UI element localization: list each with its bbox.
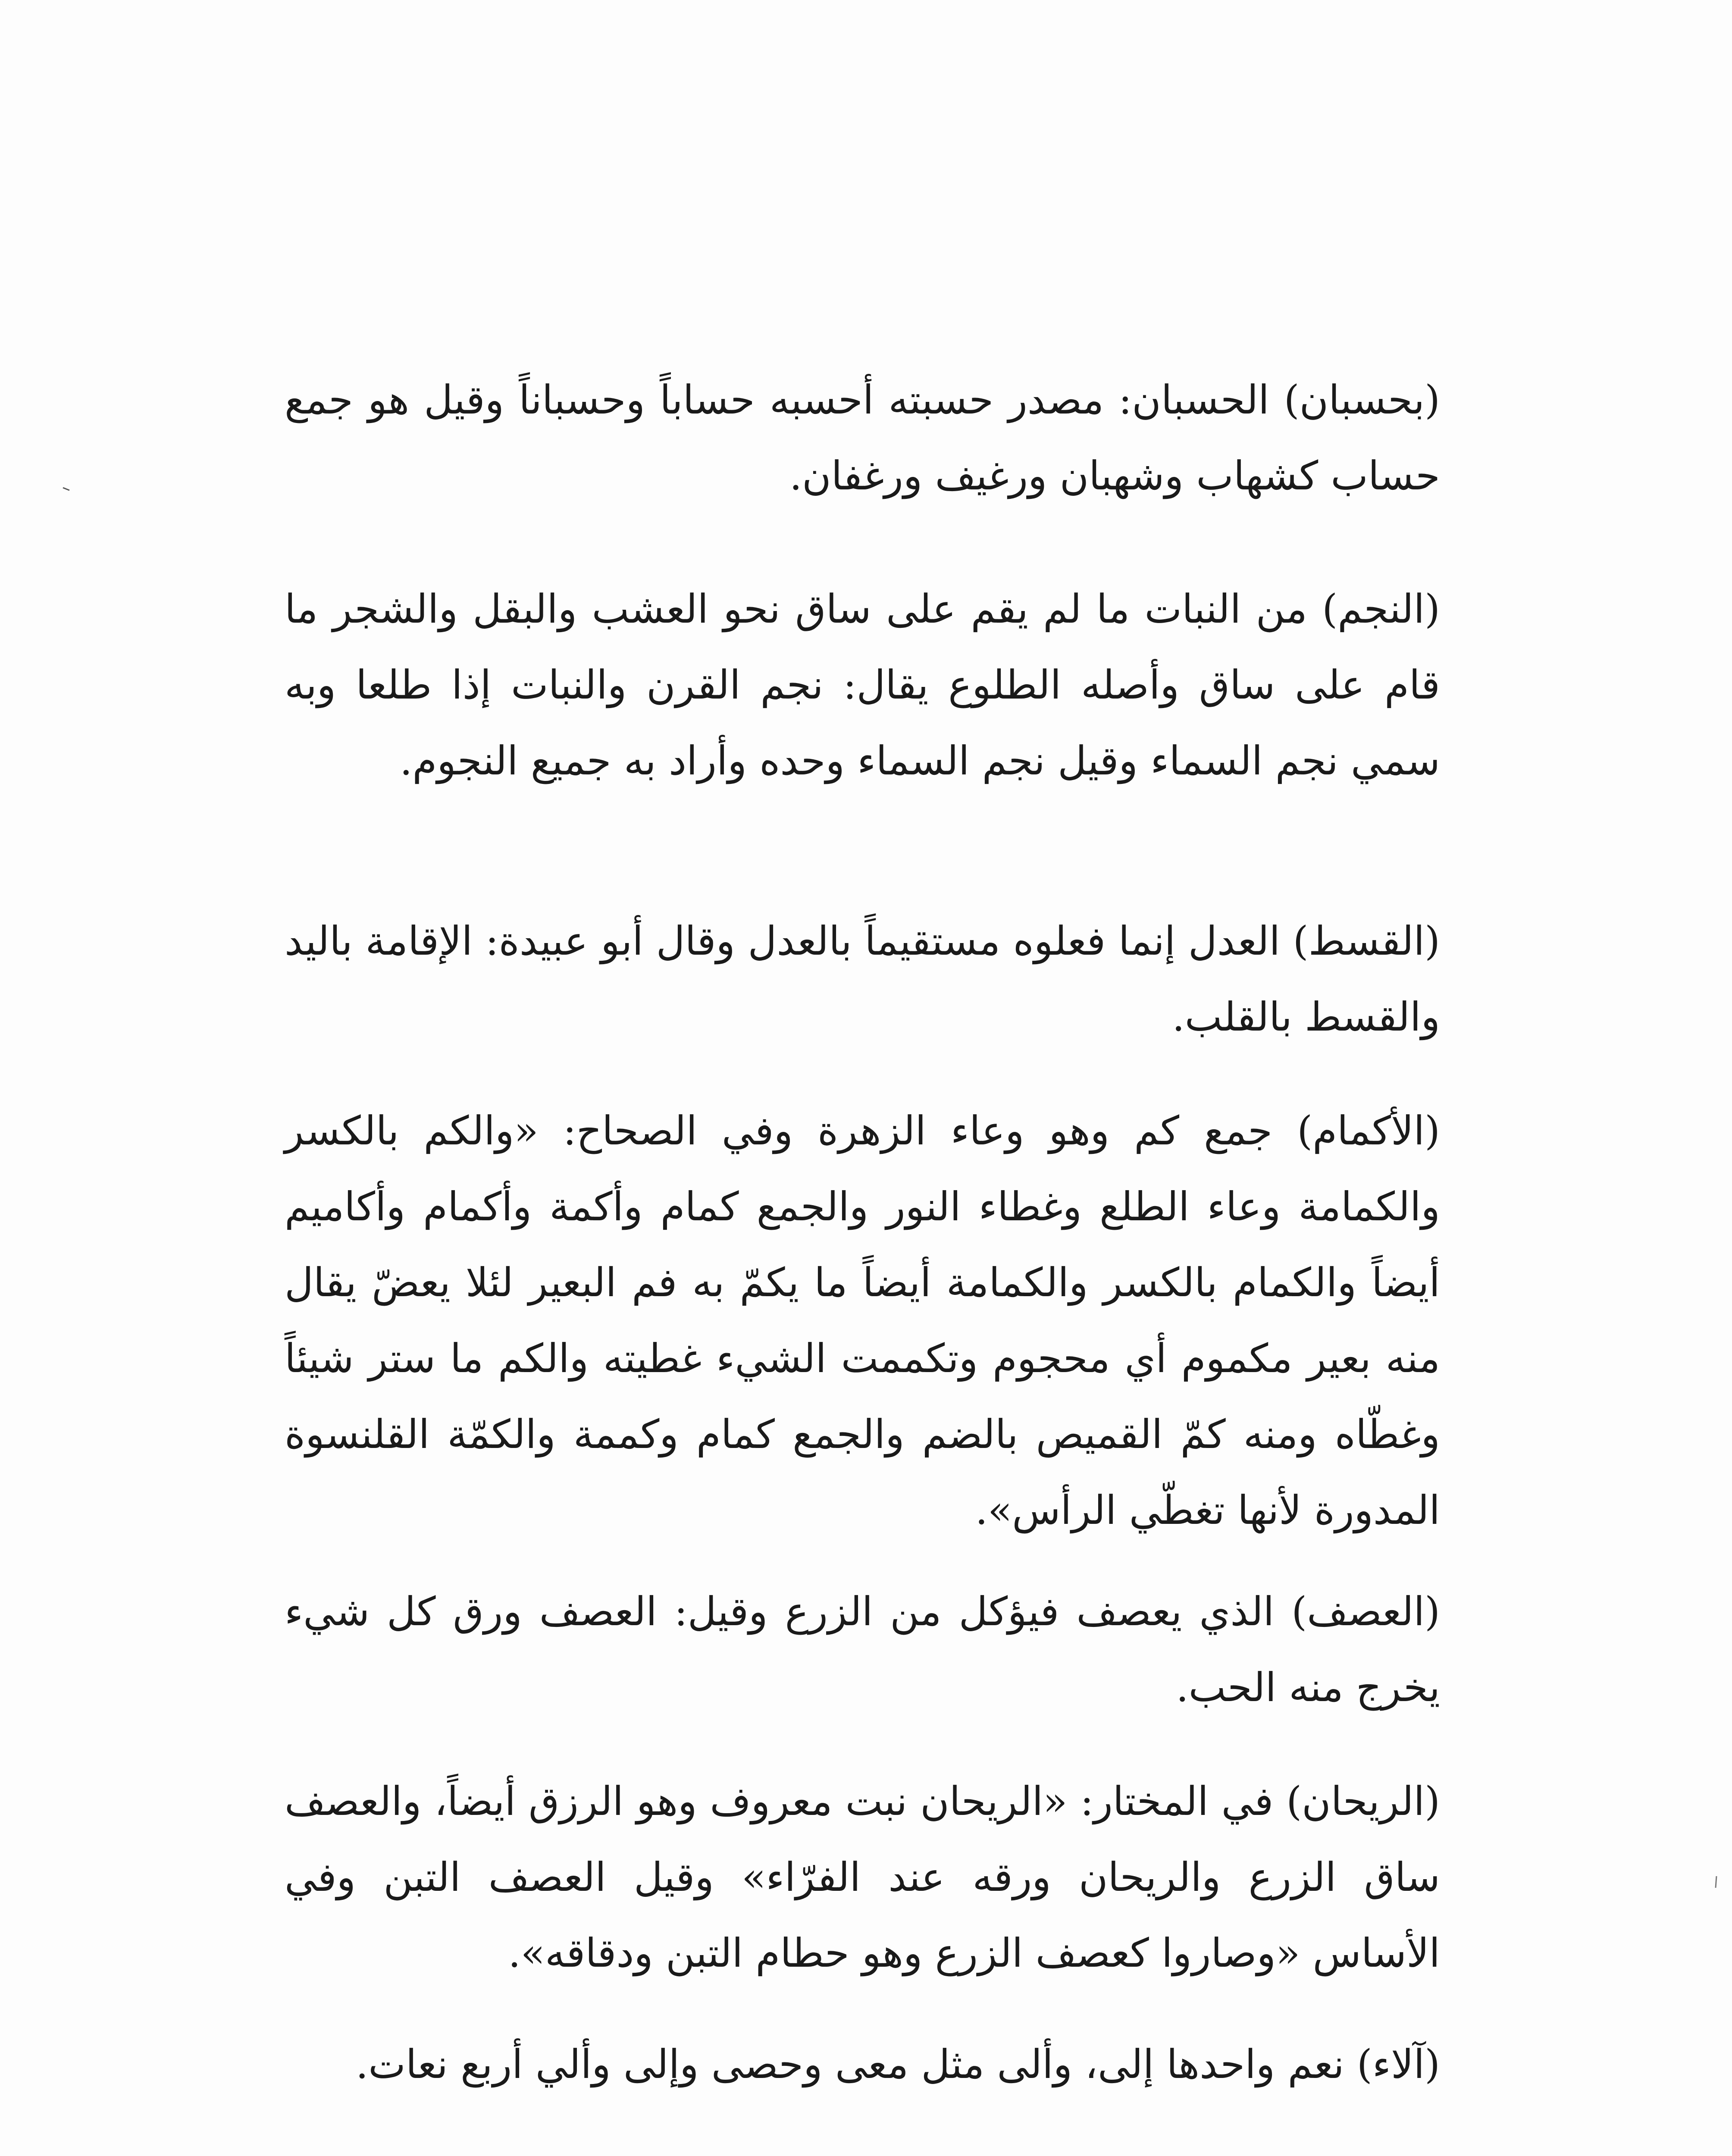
paragraph-alaa: (آلاء) نعم واحدها إلى، وألى مثل معى وحصى وإلى وألي أربع نعات. — [356, 2041, 1440, 2087]
paragraph-bihusban: (بحسبان) الحسبان: مصدر حسبته أحسبه حساباً وحسباناً وقيل هو جمع حساب كشهاب وشهبان ورغيف ورغفان. — [285, 377, 1440, 499]
paragraph-alrayhan: (الريحان) في المختار: «الريحان نبت معروف وهو الرزق أيضاً، والعصف ساق الزرع والريحان ورقه عند الفرّاء» وقيل العصف التبن وفي الأساس «وصاروا كعصف الزرع وهو حطام التبن ودقاقه». — [285, 1778, 1440, 1976]
paragraph-alnajm: (النجم) من النبات ما لم يقم على ساق نحو العشب والبقل والشجر ما قام على ساق وأصله الطلوع يقال: نجم القرن والنبات إذا طلعا وبه سمي نجم السماء وقيل نجم السماء وحده وأراد به جميع النجوم. — [285, 586, 1440, 784]
paragraph-alakmam: (الأكمام) جمع كم وهو وعاء الزهرة وفي الصحاح: «والكم بالكسر والكمامة وعاء الطلع وغطاء النور والجمع كمام وأكمة وأكمام وأكاميم أيضاً والكمام بالكسر والكمامة أيضاً ما يكمّ به فم البعير لئلا يعضّ يقال منه بعير مكموم أي محجوم وتكممت الشيء غطيته والكم ما ستر شيئاً وغطّاه ومنه كمّ القميص بالضم والجمع كمام وكممة والكمّة القلنسوة المدورة لأنها تغطّي الرأس». — [285, 1108, 1440, 1533]
paragraph-alasf: (العصف) الذي يعصف فيؤكل من الزرع وقيل: العصف ورق كل شيء يخرج منه الحب. — [285, 1589, 1441, 1711]
scan-edge-mark — [1714, 1876, 1718, 1889]
paragraph-alqist: (القسط) العدل إنما فعلوه مستقيماً بالعدل وقال أبو عبيدة: الإقامة باليد والقسط بالقلب. — [285, 918, 1440, 1040]
scan-speck-mark — [63, 487, 70, 491]
